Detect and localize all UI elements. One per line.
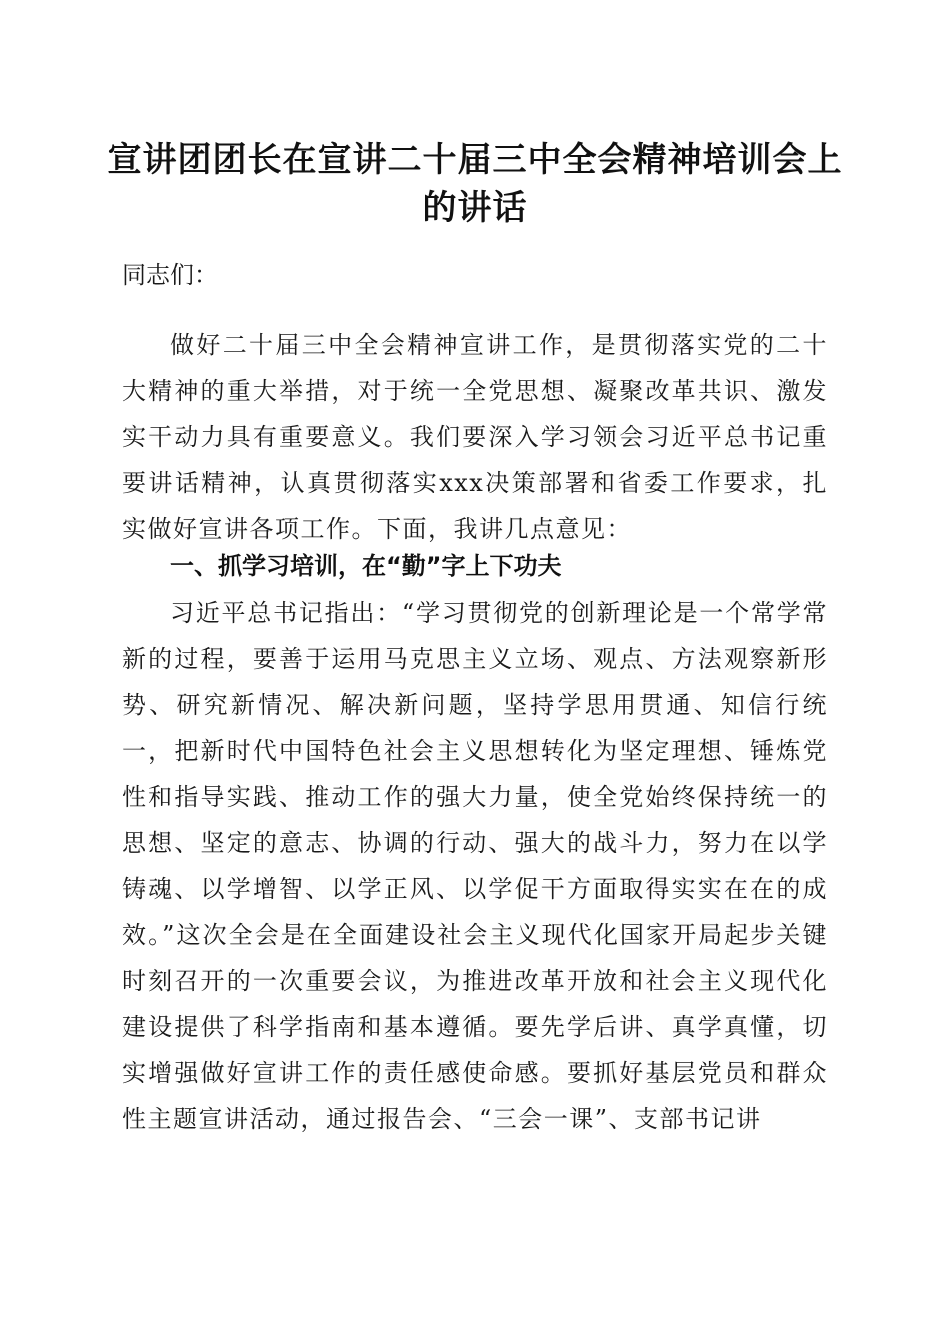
- section-heading-1: 一、抓学习培训，在“勤”字上下功夫: [170, 552, 562, 580]
- salutation: 同志们：: [122, 261, 218, 289]
- section-1-paragraph: 习近平总书记指出：“学习贯彻党的创新理论是一个常学常新的过程，要善于运用马克思主义立场、观点、方法观察新形势、研究新情况、解决新问题，坚持学思用贯通、知信行统一，把新时代中国特色社会主义思想转化为坚定理想、锤炼党性和指导实践、推动工作的强大力量，使全党始终保持统一的思想、坚定的意志、协调的行动、强大的战斗力，努力在以学铸魂、以学增智、以学正风、以学促干方面取得实实在在的成效。”这次全会是在全面建设社会主义现代化国家开局起步关键时刻召开的一次重要会议，为推进改革开放和社会主义现代化建设提供了科学指南和基本遵循。要先学后讲、真学真懂，切实增强做好宣讲工作的责任感使命感。要抓好基层党员和群众性主题宣讲活动，通过报告会、“三会一课”、支部书记讲: [122, 599, 828, 1133]
- document-title: 宣讲团团长在宣讲二十届三中全会精神培训会上的讲话: [107, 140, 843, 228]
- intro-paragraph: 做好二十届三中全会精神宣讲工作，是贯彻落实党的二十大精神的重大举措，对于统一全党思想、凝聚改革共识、激发实干动力具有重要意义。我们要深入学习领会习近平总书记重要讲话精神，认真贯彻落实xxx决策部署和省委工作要求，扎实做好宣讲各项工作。下面，我讲几点意见：: [122, 331, 828, 543]
